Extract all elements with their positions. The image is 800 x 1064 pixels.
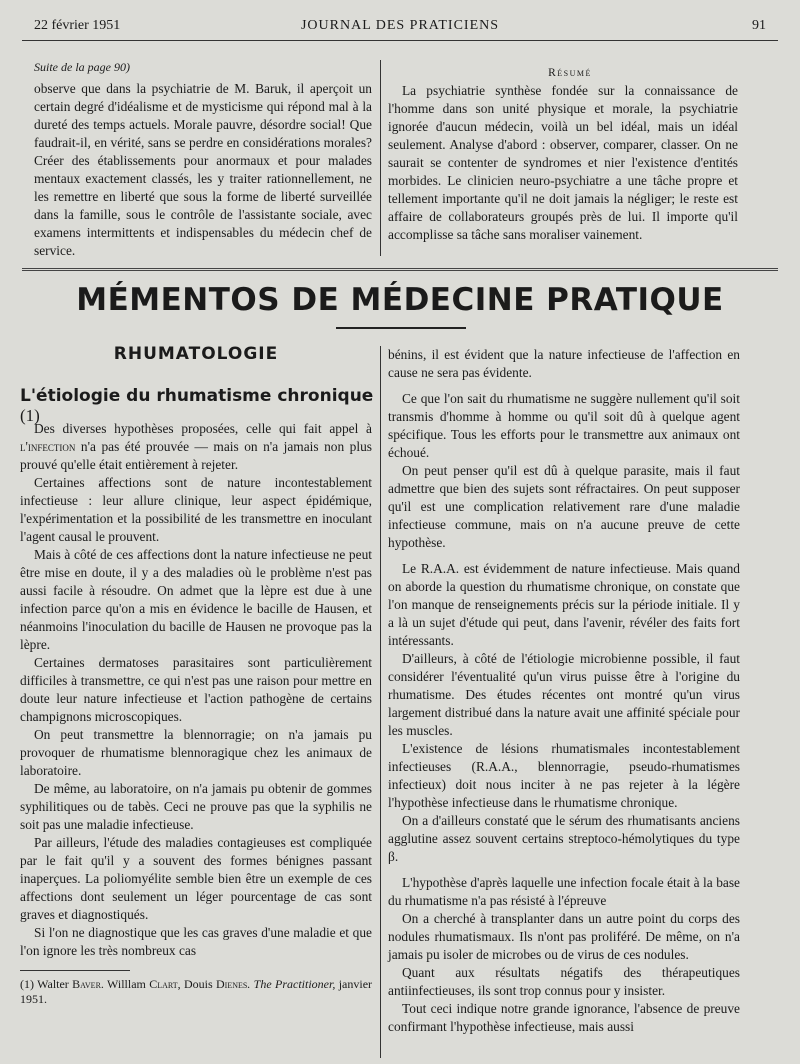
paragraph: Tout ceci indique notre grande ignorance, l'absence de preuve confirmant l'hypothèse infectieuse, mais aussi bbox=[388, 1001, 740, 1034]
section-separator bbox=[22, 268, 778, 271]
journal-reference: . The Practitioner, bbox=[247, 977, 336, 991]
article-title-text: L'étiologie du rhumatisme chronique bbox=[20, 386, 374, 406]
paragraph-text: n'a pas été prouvée — mais on n'a jamais non plus prouvé qu'elle était entièrement à rejeter. bbox=[20, 439, 372, 472]
footnote-rule bbox=[20, 970, 130, 971]
article-left-column bbox=[20, 420, 372, 1007]
paragraph: Mais à côté de ces affections dont la nature infectieuse ne peut être mise en doute, il y a des maladies où le problème n'est pas aussi facile à résoudre. On admet que la lèpre est due à une infection parce qu'on a mis en évidence le bacille de Hausen, et néanmoins l'inoculation du bacille de Hausen ne provoque pas la lèpre. bbox=[20, 547, 372, 652]
author-name: Baver bbox=[72, 977, 101, 991]
author-name: Clart bbox=[149, 977, 178, 991]
paragraph: D'ailleurs, à côté de l'étiologie microbienne possible, il faut considérer l'éventualité qu'un virus puisse être à l'origine du rhumatisme. Des études récentes ont montré qu'un virus largement distribué dans la nature avait une affinité spéciale pour les muscles. bbox=[388, 651, 740, 738]
column-divider-top bbox=[380, 60, 381, 256]
paragraph: De même, au laboratoire, on n'a jamais pu obtenir de gommes syphilitiques ou de tabès. Ceci ne prouve pas que la syphilis ne soit pas une maladie infectieuse. bbox=[20, 781, 372, 832]
author-name: Dienes bbox=[216, 977, 248, 991]
paragraph: On peut transmettre la blennorragie; on n'a jamais pu provoquer de rhumatisme blennoragique chez les animaux de laboratoire. bbox=[20, 727, 372, 778]
section-heading: RHUMATOLOGIE bbox=[113, 344, 279, 364]
paragraph: Si l'on ne diagnostique que les cas graves d'une maladie et que l'on ignore les très nombreux cas bbox=[20, 925, 372, 958]
continued-paragraph: observe que dans la psychiatrie de M. Baruk, il aperçoit un certain degré d'idéalisme et de mysticisme qui répond mal à la dureté des temps actuels. Morale pauvre, désordre social! Que faudrait-il, en vérité, sans se perdre en considérations morales? Créer des établissements pour anormaux et pour malades mentaux exactement classés, les y traiter rationnellement, ne les remettre en liberté que sous la forme de liberté surveillée dans la famille, sous le contrôle de l'assistante sociale, avec examens intermittents et indispensables du médecin chef de service. bbox=[34, 81, 372, 258]
continued-article bbox=[34, 58, 372, 260]
title-underline bbox=[336, 327, 466, 329]
paragraph: Certaines affections sont de nature incontestablement infectieuse : leur allure clinique, leur aspect épidémique, l'expérimentation et la possibilité de les transmettre en inoculant l'agent causal le prouvent. bbox=[20, 475, 372, 544]
resume-text: La psychiatrie synthèse fondée sur la connaissance de l'homme dans son unité physique et morale, la psychiatrie ignorée d'aucun médecin, voilà un bel idéal, mais un idéal seulement. Analyse d'abord : observer, comparer, classer. On ne saurait se contenter de syndromes et nier l'existence d'entités morbides. Le clinicien neuro-psychiatre a une tâche propre et tellement importante qu'il ne doit jamais la négliger; le reste est affaire de collaborateurs groupés près de lui. Il importe qu'il accomplisse sa tâche sans moraliser vainement. bbox=[388, 83, 738, 242]
footnote-text: , Douis bbox=[177, 977, 213, 991]
paragraph-text: Des diverses hypothèses proposées, celle qui fait appel à bbox=[34, 421, 372, 436]
paragraph: bénins, il est évident que la nature infectieuse de l'affection en cause ne sera pas évidente. bbox=[388, 347, 740, 380]
paragraph: Par ailleurs, l'étude des maladies contagieuses est compliquée par le fait qu'il y a souvent des formes bénignes passant inaperçues. La poliomyélite semble bien être un exemple de ces affections dont seulement un léger pourcentage de cas sont graves et diagnostiqués. bbox=[20, 835, 372, 922]
footnote-text: Walter bbox=[37, 977, 69, 991]
paragraph: On a d'ailleurs constaté que le sérum des rhumatisants anciens agglutine assez souvent certains streptoco-hémolytiques du type β. bbox=[388, 813, 740, 864]
resume-title: Résumé bbox=[548, 67, 592, 79]
paragraph bbox=[20, 420, 372, 474]
article-right-column bbox=[388, 346, 740, 1036]
paragraph: L'hypothèse d'après laquelle une infection focale était à la base du rhumatisme n'a pas résisté à l'épreuve bbox=[388, 875, 740, 908]
resume-block bbox=[388, 64, 738, 244]
footnote-reference: (1) bbox=[20, 406, 40, 425]
page-number: 91 bbox=[752, 18, 766, 33]
column-divider-main bbox=[380, 346, 381, 1058]
paragraph: Certaines dermatoses parasitaires sont particulièrement difficiles à transmettre, ce qui n'est pas une raison pour mettre en doute leur nature infectieuse et l'action pathogène de certains champignons microscopiques. bbox=[20, 655, 372, 724]
paragraph: Ce que l'on sait du rhumatisme ne suggère nullement qu'il soit transmis d'homme à homme ou qu'il soit dû à quelque agent spécifique. Tous les efforts pour le transmettre aux animaux ont échoué. bbox=[388, 391, 740, 460]
paragraph: L'existence de lésions rhumatismales incontestablement infectieuses (R.A.A., blennorragie, pseudo-rhumatismes infectieux) doit nous inciter à ne pas rejeter à la légère l'hypothèse infectieuse dans le rhumatisme chronique. bbox=[388, 741, 740, 810]
running-header bbox=[34, 14, 766, 40]
main-title: MÉMENTOS DE MÉDECINE PRATIQUE bbox=[76, 282, 724, 318]
journal-name: JOURNAL DES PRATICIENS bbox=[300, 18, 500, 33]
emphasis-infection: l'infection bbox=[20, 439, 76, 454]
paragraph: On a cherché à transplanter dans un autre point du corps des nodules rhumatismaux. Ils n'ont pas proliféré. De même, on n'a jamais pu isoler de microbes ou de virus de ces nodules. bbox=[388, 911, 740, 962]
footnote-text: . Willlam bbox=[100, 977, 146, 991]
header-date: 22 février 1951 bbox=[34, 18, 121, 33]
continued-note: Suite de la page 90) bbox=[34, 60, 130, 74]
footnote bbox=[20, 977, 372, 1007]
footnote-mark: (1) bbox=[20, 977, 34, 991]
header-rule bbox=[22, 40, 778, 41]
paragraph: Le R.A.A. est évidemment de nature infectieuse. Mais quand on aborde la question du rhumatisme chronique, on constate que l'on manque de renseignements précis sur la période initiale. Il y a là un sujet d'étude qui peut, dans l'avenir, révéler des faits fort intéressants. bbox=[388, 561, 740, 648]
footnote-date: janvier 1951. bbox=[20, 977, 373, 1006]
paragraph: On peut penser qu'il est dû à quelque parasite, mais il faut admettre que bien des sujets sont réfractaires. On peut supposer qu'il est une complication relativement rare d'une maladie infectieuse commune, mais on n'a aucune preuve de cette hypothèse. bbox=[388, 463, 740, 550]
paragraph: Quant aux résultats négatifs des thérapeutiques antiinfectieuses, ils sont trop connus pour y insister. bbox=[388, 965, 740, 998]
